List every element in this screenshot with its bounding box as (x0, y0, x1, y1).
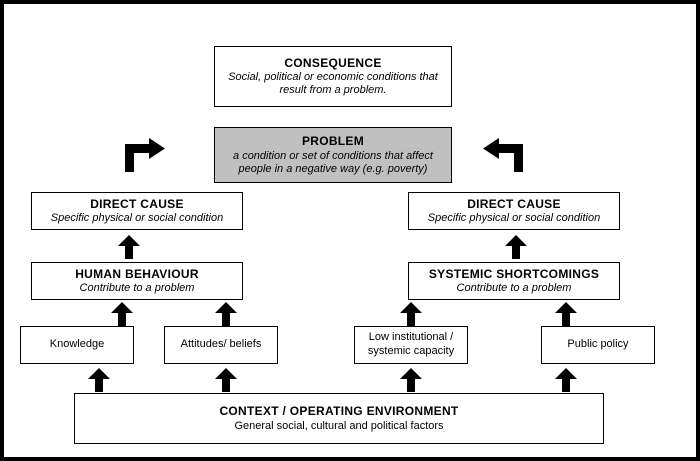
systemic-shortcomings-box (408, 262, 620, 300)
human-behaviour-subtitle: Contribute to a problem (79, 282, 195, 295)
low-institutional-box (354, 326, 468, 364)
systemic-shortcomings-title: SYSTEMIC SHORTCOMINGS (428, 266, 600, 281)
systemic-shortcomings-subtitle: Contribute to a problem (456, 282, 572, 295)
up-arrow-icon (555, 302, 577, 326)
up-arrow-icon (215, 368, 237, 392)
elbow-arrow-right-icon (121, 136, 167, 172)
problem-title: PROBLEM (301, 134, 365, 149)
up-arrow-icon (88, 368, 110, 392)
context-title: CONTEXT / OPERATING ENVIRONMENT (219, 404, 459, 419)
knowledge-box (20, 326, 134, 364)
problem-box (214, 127, 452, 183)
context-box (74, 393, 604, 444)
direct-cause-left-title: DIRECT CAUSE (90, 196, 184, 211)
attitudes-beliefs-box (164, 326, 278, 364)
up-arrow-icon (400, 368, 422, 392)
knowledge-label: Knowledge (49, 338, 105, 351)
direct-cause-left-box (31, 192, 243, 230)
up-arrow-icon (400, 302, 422, 326)
up-arrow-icon (215, 302, 237, 326)
human-behaviour-box (31, 262, 243, 300)
up-arrow-icon (505, 235, 527, 259)
up-arrow-icon (111, 302, 133, 326)
direct-cause-right-box (408, 192, 620, 230)
context-subtitle: General social, cultural and political factors (234, 419, 444, 432)
human-behaviour-title: HUMAN BEHAVIOUR (75, 266, 199, 281)
elbow-arrow-left-icon (481, 136, 527, 172)
consequence-title: CONSEQUENCE (284, 55, 382, 70)
public-policy-label: Public policy (567, 338, 629, 351)
up-arrow-icon (118, 235, 140, 259)
direct-cause-left-subtitle: Specific physical or social condition (50, 212, 224, 225)
consequence-subtitle: Social, political or economic conditions that result from a problem. (228, 71, 438, 97)
problem-subtitle: a condition or set of conditions that affect people in a negative way (e.g. poverty) (233, 149, 433, 175)
attitudes-beliefs-label: Attitudes/ beliefs (180, 338, 262, 351)
up-arrow-icon (555, 368, 577, 392)
low-institutional-label: Low institutional / systemic capacity (367, 331, 455, 357)
public-policy-box (541, 326, 655, 364)
direct-cause-right-title: DIRECT CAUSE (467, 196, 561, 211)
direct-cause-right-subtitle: Specific physical or social condition (427, 212, 601, 225)
consequence-box (214, 46, 452, 107)
